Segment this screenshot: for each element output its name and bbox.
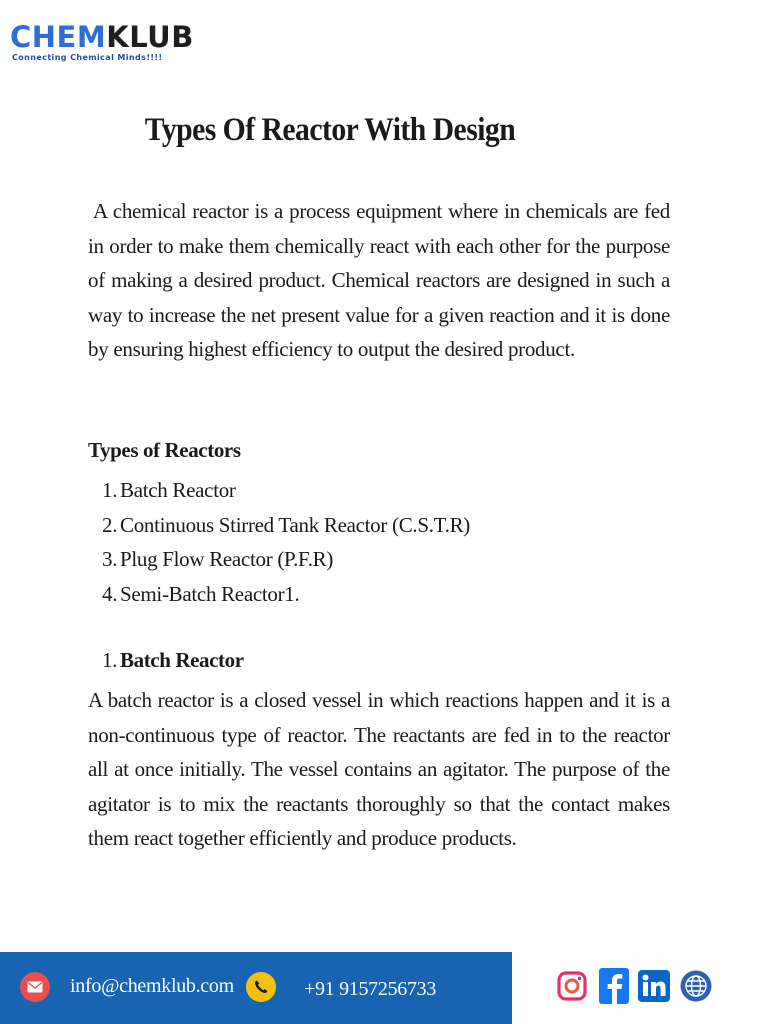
list-number: 3. [102, 547, 118, 571]
globe-icon[interactable] [680, 966, 712, 1006]
section-title: Batch Reactor [120, 648, 244, 672]
list-number: 2. [102, 512, 118, 537]
list-item [102, 473, 470, 508]
facebook-icon[interactable] [598, 966, 630, 1006]
intro-paragraph: A chemical reactor is a process equipment where in chemicals are fed in order to make them chemically react with each other for the purpose of making a desired product. Chemical reactors are designed in such a way to increase the net present value for a given reaction and it is done by ensuring highest efficiency to output the desired product. [88, 199, 670, 361]
list-number: 4. [102, 581, 118, 606]
list-item-label: Plug Flow Reactor (P.F.R) [120, 547, 334, 571]
list-item-label: Semi-Batch Reactor1. [120, 581, 300, 606]
phone-icon [246, 972, 276, 1002]
reactor-types-list [102, 473, 470, 611]
section-number: 1. [102, 648, 117, 672]
logo-word-part2: KLUB [106, 20, 194, 54]
linkedin-icon[interactable] [638, 966, 670, 1006]
list-item [102, 542, 470, 577]
page-title: Types Of Reactor With Design [144, 112, 516, 148]
list-number: 1. [102, 478, 118, 502]
list-item [102, 508, 470, 543]
email-icon [20, 972, 50, 1002]
logo-tagline: Connecting Chemical Minds!!!! [12, 53, 163, 62]
batch-reactor-paragraph: A batch reactor is a closed vessel in which reactions happen and it is a non-continuous type of reactor. The reactants are fed in to the reactor all at once initially. The vessel contains an agitator. The purpose of the agitator is to mix the reactants thoroughly so that the contact makes them react together efficiently and produce products. [88, 688, 670, 850]
brand-logo [10, 22, 194, 62]
list-item-label: Batch Reactor [120, 478, 236, 502]
phone-link[interactable]: +91 9157256733 [304, 978, 437, 1000]
types-heading: Types of Reactors [88, 438, 241, 462]
email-link[interactable]: info@chemklub.com [70, 975, 234, 997]
section-heading [102, 648, 244, 673]
logo-wordmark [10, 22, 194, 52]
footer-contact-bar [0, 952, 512, 1024]
instagram-icon[interactable] [556, 966, 588, 1006]
logo-word-part1: CHEM [10, 20, 107, 54]
list-item [102, 577, 470, 612]
list-item-label: Continuous Stirred Tank Reactor (C.S.T.R) [120, 512, 471, 537]
